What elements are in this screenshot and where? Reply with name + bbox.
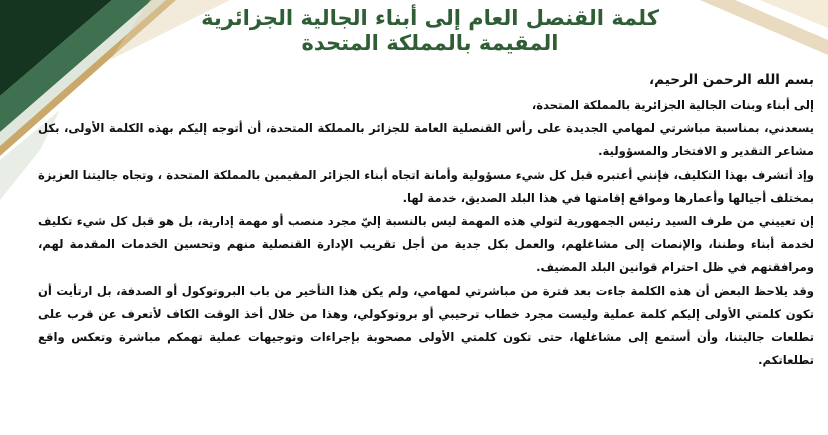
paragraph-1: يسعدني، بمناسبة مباشرتي لمهامي الجديدة على رأس القنصلية العامة للجزائر بالمملكة المتحدة، أن أتوجه إليكم بهذه الكلمة الأولى، بكل مشاعر التقدير و الافتخار والمسؤولية. <box>38 121 814 159</box>
paragraph-4: وقد يلاحظ البعض أن هذه الكلمة جاءت بعد فترة من مباشرتي لمهامي، ولم يكن هذا التأخير من باب البروتوكول أو الصدفة، بل ارتأيت أن تكون كلمتي الأولى إليكم كلمة عملية وليست مجرد خطاب ترحيبي أو بروتوكولي، وهذا من خلال أخذ الوقت الكاف لأتعرف عن قرب على تطلعات جاليتنا، وأن أستمع إلى مشاغلها، حتى تكون كلمتي الأولى مصحوبة بإجراءات وتوجيهات عملية تهمكم مباشرة وتعكس واقع تطلعاتكم. <box>38 283 814 368</box>
letter-body <box>38 66 814 372</box>
paragraph-2: وإذ أتشرف بهذا التكليف، فإنني أعتبره قبل كل شيء مسؤولية وأمانة اتجاه أبناء الجزائر المقيمين بالمملكة المتحدة ، وتجاه جاليتنا العزيزة بمختلف أجيالها وأعمارها ومواقع إقامتها في هذا البلد الصديق، خدمة لها. <box>38 167 814 205</box>
salutation: إلى أبناء وبنات الجالية الجزائرية بالمملكة المتحدة، <box>531 98 814 112</box>
title-line-1: كلمة القنصل العام إلى أبناء الجالية الجزائرية <box>201 6 659 30</box>
basmala: بسم الله الرحمن الرحيم، <box>649 72 814 88</box>
paragraph-3: إن تعييني من طرف السيد رئيس الجمهورية لتولي هذه المهمة ليس بالنسبة إليّ مجرد منصب أو مهمة إدارية، بل هو قبل كل شيء تكليف لخدمة أبناء وطننا، والإنصات إلى مشاغلهم، والعمل بكل جدية من أجل تقريب الإدارة القنصلية منهم وتحسين الخدمات المقدمة لهم، ومرافقتهم في ظل احترام قوانين البلد المضيف. <box>38 214 814 275</box>
page-title <box>150 6 710 56</box>
title-line-2: المقيمة بالمملكة المتحدة <box>301 31 559 55</box>
top-right-streaks <box>700 0 828 55</box>
